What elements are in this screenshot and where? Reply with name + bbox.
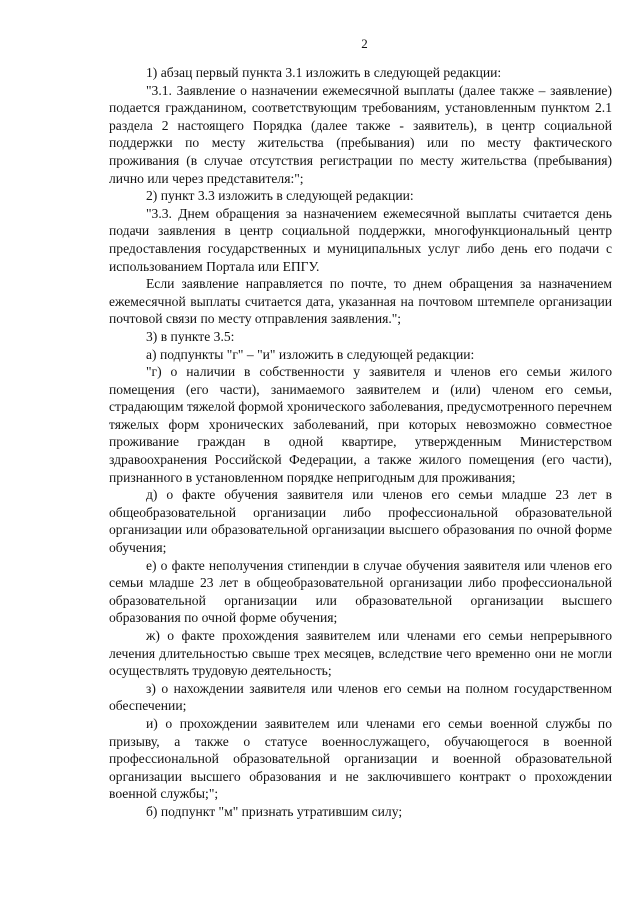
paragraph-item-2-amendment: 2) пункт 3.3 изложить в следующей редакции: xyxy=(146,188,414,204)
paragraph-item-1-amendment: 1) абзац первый пункта 3.1 изложить в следующей редакции: xyxy=(146,65,502,80)
page-number: 2 xyxy=(361,36,368,51)
paragraph-subitem-b: б) подпункт "м" признать утратившим силу; xyxy=(146,803,403,819)
paragraph-clause-3-3-postal: Если заявление направляется по почте, то днем обращения за назначением ежемесячной выплаты считается дата, указанная на почтовом штемпеле организации почтовой связи по месту отправления заявления."; xyxy=(109,276,612,327)
paragraph-subclause-z: з) о нахождении заявителя или членов его семьи на полном государственном обеспечении; xyxy=(109,680,612,714)
paragraph-subclause-zh: ж) о факте прохождения заявителем или членами его семьи непрерывного лечения длительностью свыше трех месяцев, вследствие чего временно они не могли осуществлять трудовую деятельность; xyxy=(109,628,612,679)
paragraph-subitem-a: а) подпункты "г" – "и" изложить в следующей редакции: xyxy=(146,346,475,362)
paragraph-subclause-g: "г) о наличии в собственности у заявителя и членов его семьи жилого помещения (его части), занимаемого заявителем и (или) членом его семьи, страдающим тяжелой формой хронического заболевания, предусмотренного перечнем тяжелых форм хронических заболеваний, при которых невозможно совместное проживание граждан в одной квартире, утвержденным Министерством здравоохранения Российской Федерации, а также жилого помещения (его части), признанного в установленном порядке непригодным для проживания; xyxy=(109,364,612,485)
paragraph-clause-3-3: "3.3. Днем обращения за назначением ежемесячной выплаты считается день подачи заявления в центр социальной поддержки, многофункциональный центр предоставления государственных и муниципальных услуг либо день его подачи с использованием Портала или ЕПГУ. xyxy=(109,205,612,274)
paragraph-subclause-i: и) о прохождении заявителем или членами его семьи военной службы по призыву, а также о статусе военнослужащего, обучающегося в военной профессиональной образовательной организации и военной образовательной организации высшего образования и не заключившего контракт о прохождении военной службы;"; xyxy=(109,715,612,802)
paragraph-clause-3-1: "3.1. Заявление о назначении ежемесячной выплаты (далее также – заявление) подается гражданином, соответствующим требованиям, установленным пунктом 2.1 раздела 2 настоящего Порядка (далее также - заявитель), в центр социальной поддержки по месту жительства (пребывания) или по месту фактического проживания (в случае отсутствия регистрации по месту жительства (пребывания) лично или через представителя:"; xyxy=(109,82,612,186)
paragraph-item-3-amendment: 3) в пункте 3.5: xyxy=(146,328,235,344)
paragraph-subclause-e: е) о факте неполучения стипендии в случае обучения заявителя или членов его семьи младше 23 лет в общеобразовательной организации либо профессиональной образовательной организации или образовательной организации высшего образования по очной форме обучения; xyxy=(109,557,612,626)
document-body xyxy=(109,64,612,821)
paragraph-subclause-d: д) о факте обучения заявителя или членов его семьи младше 23 лет в общеобразовательной организации либо профессиональной образовательной организации или образовательной организации высшего образования по очной форме обучения; xyxy=(109,487,612,556)
